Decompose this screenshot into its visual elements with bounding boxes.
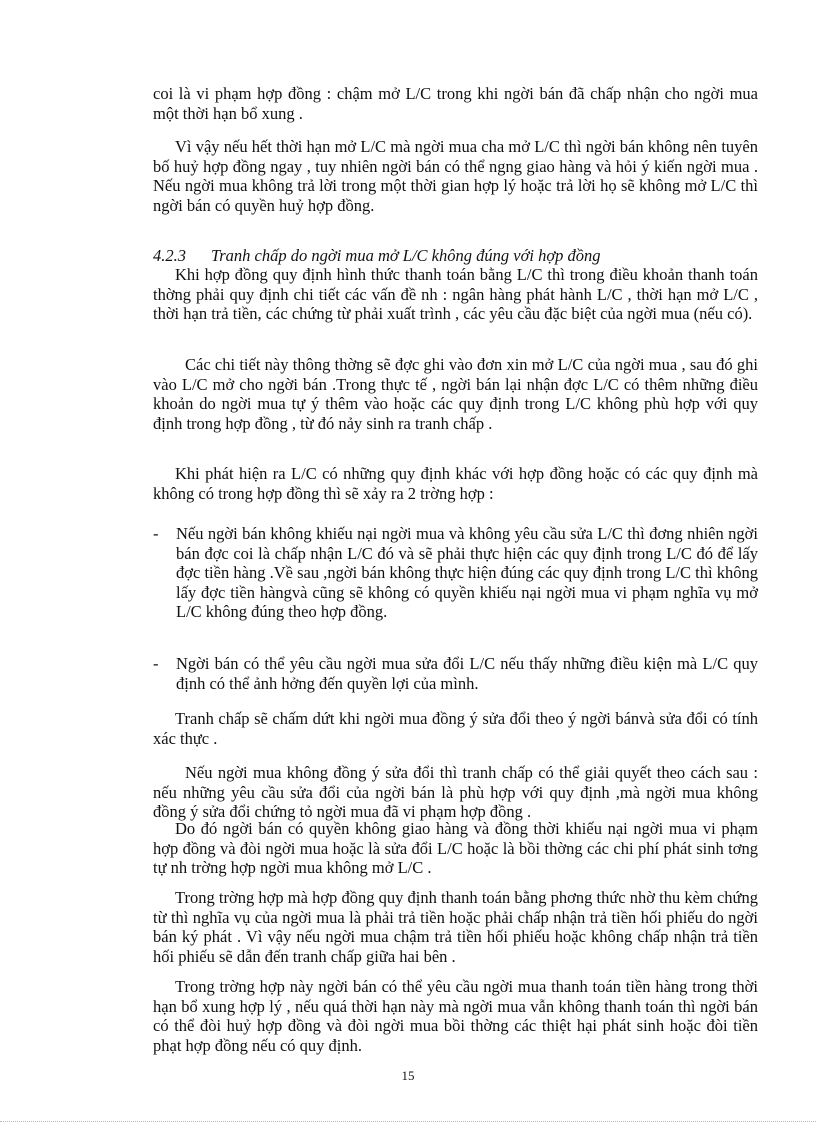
bullet-text: Nếu ngời bán không khiếu nại ngời mua và không yêu cầu sửa L/C thì đơng nhiên ngời bán đợc coi là chấp nhận L/C đó và sẽ phải thực hiện các quy định trong L/C đó để lấy đợc tiền hàng .Về sau ,ngời bán không thực hiện đúng các quy định trong L/C thì không lấy đợc tiền hàngvà cũng sẽ không có quyền khiếu nại ngời mua vi phạm nghĩa vụ mở L/C không đúng theo hợp đồng. (176, 524, 758, 621)
list-item (153, 654, 758, 710)
page-number: 15 (401, 1068, 415, 1083)
list-item (153, 524, 758, 638)
paragraph-additional-period: Trong trờng hợp này ngời bán có thể yêu cầu ngời mua thanh toán tiền hàng trong thời hạn bổ xung hợp lý , nếu quá thời hạn này mà ngời mua vẫn không thanh toán thì ngời bán có thể đòi huỷ hợp đồng và đòi ngời mua bồi thờng các thiệt hại phát sinh hoặc đòi tiền phạt hợp đồng nếu có quy định. (153, 977, 758, 1055)
paragraph-lc-details: Các chi tiết này thông thờng sẽ đợc ghi vào đơn xin mở L/C của ngời mua , sau đó ghi vào L/C mở cho ngời bán .Trong thực tế , ngời bán lại nhận đợc L/C có thêm những điều khoản do ngời mua tự ý thêm vào hoặc các quy định trong L/C không phù hợp với quy định trong hợp đồng , từ đó nảy sinh ra tranh chấp . (153, 355, 758, 433)
paragraph-lc-payment-terms: Khi hợp đồng quy định hình thức thanh toán bằng L/C thì trong điều khoản thanh toán thờng phải quy định chi tiết các vấn đề nh : ngân hàng phát hành L/C , thời hạn mở L/C , thời hạn trả tiền, các chứng từ phải xuất trình , các yêu cầu đặc biệt của ngời mua (nếu có). (153, 265, 758, 323)
paragraph-buyer-disagrees: Nếu ngời mua không đồng ý sửa đổi thì tranh chấp có thể giải quyết theo cách sau : nếu những yêu cầu sửa đổi của ngời bán là phù hợp với quy định ,mà ngời mua không đồng ý sửa đổi chứng tỏ ngời mua đã vi phạm hợp đồng . (153, 763, 758, 821)
bullet-marker: - (153, 524, 159, 543)
section-title: Tranh chấp do ngời mua mở L/C không đúng với hợp đồng (211, 246, 601, 265)
paragraph-two-cases: Khi phát hiện ra L/C có những quy định khác với hợp đồng hoặc có các quy định mà không có trong hợp đồng thì sẽ xảy ra 2 trờng hợp : (153, 464, 758, 503)
bullet-marker: - (153, 654, 159, 673)
paragraph-seller-rights: Do đó ngời bán có quyền không giao hàng và đồng thời khiếu nại ngời mua vi phạm hợp đồng và đòi ngời mua hoặc là sửa đổi L/C hoặc là bồi thờng các chi phí phát sinh tơng tự nh trờng hợp ngời mua không mở L/C . (153, 819, 758, 877)
bottom-divider (0, 1121, 816, 1122)
paragraph-buyer-not-opening-lc: Vì vậy nếu hết thời hạn mở L/C mà ngời mua cha mở L/C thì ngời bán không nên tuyên bố huỷ hợp đồng ngay , tuy nhiên ngời bán có thể ngng giao hàng và hỏi ý kiến ngời mua . Nếu ngời mua không trả lời trong một thời gian hợp lý hoặc trả lời họ sẽ không mở L/C thì ngời bán có quyền huỷ hợp đồng. (153, 137, 758, 215)
paragraph-collection-payment: Trong trờng hợp mà hợp đồng quy định thanh toán bằng phơng thức nhờ thu kèm chứng từ thì nghĩa vụ của ngời mua là phải trả tiền hoặc phải chấp nhận trả tiền hối phiếu do ngời bán ký phát . Vì vậy nếu ngời mua chậm trả tiền hối phiếu hoặc không chấp nhận trả tiền hối phiếu sẽ dẫn đến tranh chấp giữa hai bên . (153, 888, 758, 966)
section-number: 4.2.3 (153, 246, 186, 265)
bullet-text: Ngời bán có thể yêu cầu ngời mua sửa đổi L/C nếu thấy những điều kiện mà L/C quy định có thể ảnh hởng đến quyền lợi của mình. (176, 654, 758, 693)
paragraph-lc-delay-violation: coi là vi phạm hợp đồng : chậm mở L/C trong khi ngời bán đã chấp nhận cho ngời mua một thời hạn bổ xung . (153, 84, 758, 123)
section-heading (153, 246, 758, 266)
paragraph-dispute-ends: Tranh chấp sẽ chấm dứt khi ngời mua đồng ý sửa đổi theo ý ngời bánvà sửa đổi có tính xác thực . (153, 709, 758, 748)
